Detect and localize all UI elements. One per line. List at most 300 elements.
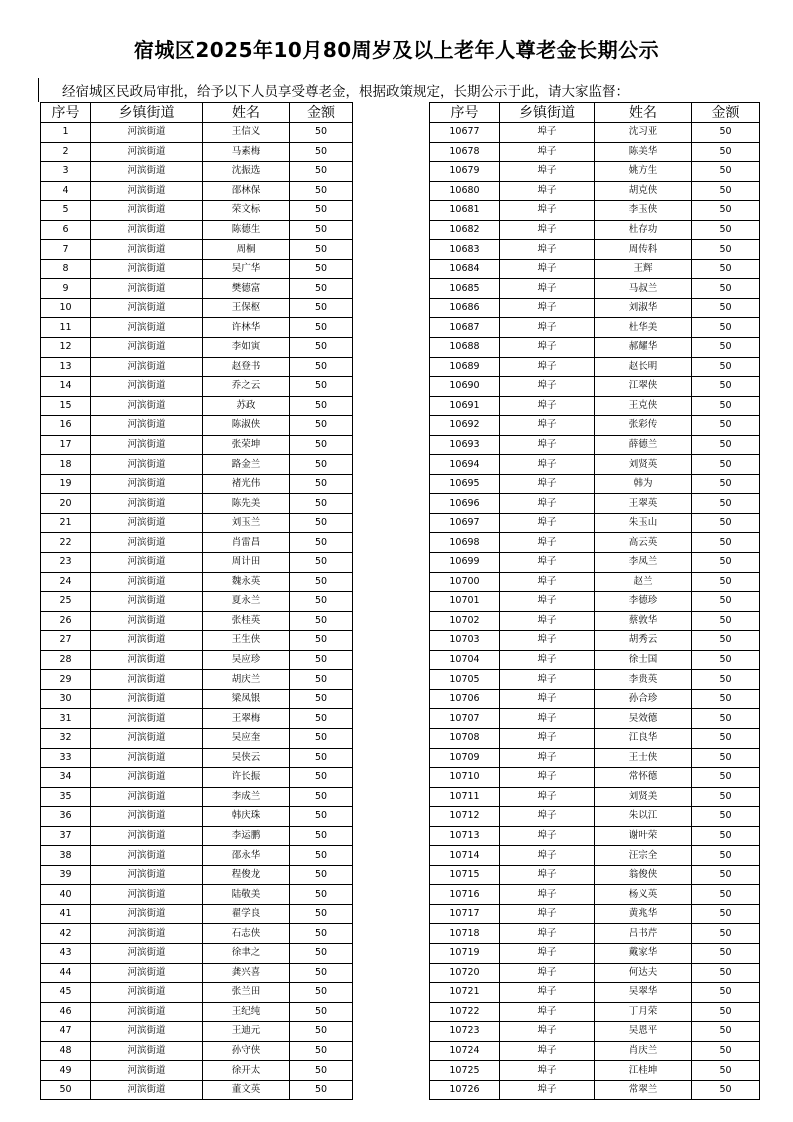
margin-rule bbox=[38, 78, 39, 102]
cell-seq: 6 bbox=[41, 220, 91, 240]
cell-amount: 50 bbox=[692, 631, 760, 651]
cell-name: 石志侠 bbox=[203, 924, 290, 944]
cell-name: 陈淑侠 bbox=[203, 416, 290, 436]
cell-seq: 17 bbox=[41, 435, 91, 455]
table-row bbox=[430, 572, 760, 592]
cell-amount: 50 bbox=[692, 162, 760, 182]
table-row bbox=[41, 396, 353, 416]
cell-amount: 50 bbox=[290, 846, 353, 866]
cell-seq: 10720 bbox=[430, 963, 500, 983]
table-row bbox=[430, 240, 760, 260]
cell-amount: 50 bbox=[692, 865, 760, 885]
table-row bbox=[430, 553, 760, 573]
cell-town: 河滨街道 bbox=[91, 416, 203, 436]
table-row bbox=[430, 885, 760, 905]
cell-seq: 10693 bbox=[430, 435, 500, 455]
table-row bbox=[41, 1041, 353, 1061]
cell-town: 埠子 bbox=[500, 846, 595, 866]
table-row bbox=[41, 807, 353, 827]
cell-town: 河滨街道 bbox=[91, 201, 203, 221]
cell-town: 河滨街道 bbox=[91, 1002, 203, 1022]
table-row bbox=[430, 533, 760, 553]
cell-name: 吕书芹 bbox=[595, 924, 692, 944]
cell-name: 韩为 bbox=[595, 474, 692, 494]
cell-name: 马素梅 bbox=[203, 142, 290, 162]
table-row bbox=[430, 709, 760, 729]
cell-name: 李运鹏 bbox=[203, 826, 290, 846]
cell-name: 沈振选 bbox=[203, 162, 290, 182]
cell-name: 赵长明 bbox=[595, 357, 692, 377]
cell-seq: 10726 bbox=[430, 1080, 500, 1100]
cell-name: 吴翠华 bbox=[595, 983, 692, 1003]
cell-name: 姚方生 bbox=[595, 162, 692, 182]
cell-town: 河滨街道 bbox=[91, 631, 203, 651]
cell-amount: 50 bbox=[692, 709, 760, 729]
cell-amount: 50 bbox=[290, 123, 353, 143]
cell-seq: 14 bbox=[41, 377, 91, 397]
cell-seq: 18 bbox=[41, 455, 91, 475]
cell-seq: 10719 bbox=[430, 943, 500, 963]
table-row bbox=[41, 240, 353, 260]
cell-amount: 50 bbox=[290, 259, 353, 279]
cell-town: 埠子 bbox=[500, 494, 595, 514]
table-row bbox=[41, 572, 353, 592]
cell-amount: 50 bbox=[692, 826, 760, 846]
cell-amount: 50 bbox=[290, 1022, 353, 1042]
cell-town: 河滨街道 bbox=[91, 709, 203, 729]
cell-amount: 50 bbox=[692, 279, 760, 299]
cell-seq: 49 bbox=[41, 1061, 91, 1081]
table-row bbox=[41, 846, 353, 866]
cell-town: 埠子 bbox=[500, 240, 595, 260]
cell-town: 埠子 bbox=[500, 904, 595, 924]
cell-seq: 50 bbox=[41, 1080, 91, 1100]
cell-town: 河滨街道 bbox=[91, 650, 203, 670]
cell-seq: 10696 bbox=[430, 494, 500, 514]
cell-name: 王信义 bbox=[203, 123, 290, 143]
cell-name: 吴应珍 bbox=[203, 650, 290, 670]
cell-name: 黄兆华 bbox=[595, 904, 692, 924]
cell-name: 李贵英 bbox=[595, 670, 692, 690]
cell-amount: 50 bbox=[290, 533, 353, 553]
cell-amount: 50 bbox=[290, 396, 353, 416]
cell-name: 路金兰 bbox=[203, 455, 290, 475]
cell-amount: 50 bbox=[692, 298, 760, 318]
cell-name: 杜存功 bbox=[595, 220, 692, 240]
table-row bbox=[430, 963, 760, 983]
cell-name: 王翠英 bbox=[595, 494, 692, 514]
cell-seq: 15 bbox=[41, 396, 91, 416]
cell-amount: 50 bbox=[290, 181, 353, 201]
cell-seq: 41 bbox=[41, 904, 91, 924]
cell-town: 河滨街道 bbox=[91, 963, 203, 983]
cell-name: 韩庆珠 bbox=[203, 807, 290, 827]
table-row bbox=[41, 1061, 353, 1081]
cell-amount: 50 bbox=[692, 474, 760, 494]
table-row bbox=[430, 689, 760, 709]
cell-town: 河滨街道 bbox=[91, 728, 203, 748]
cell-amount: 50 bbox=[692, 318, 760, 338]
cell-name: 江翠侠 bbox=[595, 377, 692, 397]
cell-town: 埠子 bbox=[500, 416, 595, 436]
cell-seq: 28 bbox=[41, 650, 91, 670]
cell-amount: 50 bbox=[692, 748, 760, 768]
cell-seq: 45 bbox=[41, 983, 91, 1003]
cell-town: 河滨街道 bbox=[91, 338, 203, 358]
table-row bbox=[41, 553, 353, 573]
cell-town: 埠子 bbox=[500, 474, 595, 494]
cell-town: 河滨街道 bbox=[91, 162, 203, 182]
cell-seq: 32 bbox=[41, 728, 91, 748]
cell-town: 埠子 bbox=[500, 943, 595, 963]
cell-town: 河滨街道 bbox=[91, 553, 203, 573]
cell-seq: 43 bbox=[41, 943, 91, 963]
cell-name: 夏永兰 bbox=[203, 592, 290, 612]
cell-name: 张桂英 bbox=[203, 611, 290, 631]
cell-name: 陈先美 bbox=[203, 494, 290, 514]
cell-seq: 10695 bbox=[430, 474, 500, 494]
cell-seq: 10682 bbox=[430, 220, 500, 240]
cell-town: 河滨街道 bbox=[91, 455, 203, 475]
cell-amount: 50 bbox=[290, 455, 353, 475]
cell-town: 埠子 bbox=[500, 123, 595, 143]
cell-town: 河滨街道 bbox=[91, 885, 203, 905]
cell-amount: 50 bbox=[290, 435, 353, 455]
cell-amount: 50 bbox=[692, 1080, 760, 1100]
cell-amount: 50 bbox=[290, 572, 353, 592]
cell-amount: 50 bbox=[692, 1022, 760, 1042]
cell-town: 河滨街道 bbox=[91, 181, 203, 201]
cell-name: 周计田 bbox=[203, 553, 290, 573]
cell-town: 埠子 bbox=[500, 807, 595, 827]
cell-name: 褚光伟 bbox=[203, 474, 290, 494]
cell-seq: 10723 bbox=[430, 1022, 500, 1042]
cell-town: 埠子 bbox=[500, 983, 595, 1003]
cell-amount: 50 bbox=[692, 259, 760, 279]
table-row bbox=[41, 1022, 353, 1042]
cell-town: 埠子 bbox=[500, 553, 595, 573]
cell-seq: 10697 bbox=[430, 513, 500, 533]
table-row bbox=[430, 259, 760, 279]
cell-amount: 50 bbox=[692, 904, 760, 924]
cell-name: 沈习亚 bbox=[595, 123, 692, 143]
cell-seq: 8 bbox=[41, 259, 91, 279]
table-row bbox=[41, 298, 353, 318]
table-row bbox=[430, 279, 760, 299]
table-row bbox=[430, 631, 760, 651]
table-row bbox=[41, 963, 353, 983]
cell-amount: 50 bbox=[692, 513, 760, 533]
cell-name: 戴家华 bbox=[595, 943, 692, 963]
cell-town: 河滨街道 bbox=[91, 298, 203, 318]
cell-name: 高云英 bbox=[595, 533, 692, 553]
cell-amount: 50 bbox=[692, 1041, 760, 1061]
cell-amount: 50 bbox=[290, 318, 353, 338]
cell-name: 许长振 bbox=[203, 768, 290, 788]
table-row bbox=[41, 357, 353, 377]
cell-seq: 10681 bbox=[430, 201, 500, 221]
table-row bbox=[41, 787, 353, 807]
cell-town: 河滨街道 bbox=[91, 123, 203, 143]
cell-seq: 36 bbox=[41, 807, 91, 827]
cell-town: 河滨街道 bbox=[91, 768, 203, 788]
cell-town: 埠子 bbox=[500, 1041, 595, 1061]
cell-name: 王翠梅 bbox=[203, 709, 290, 729]
cell-seq: 23 bbox=[41, 553, 91, 573]
cell-seq: 10701 bbox=[430, 592, 500, 612]
table-row bbox=[41, 513, 353, 533]
table-row bbox=[41, 279, 353, 299]
table-row bbox=[41, 904, 353, 924]
cell-amount: 50 bbox=[290, 943, 353, 963]
cell-amount: 50 bbox=[290, 728, 353, 748]
cell-name: 樊德富 bbox=[203, 279, 290, 299]
cell-name: 刘玉兰 bbox=[203, 513, 290, 533]
table-row bbox=[41, 318, 353, 338]
table-row bbox=[430, 494, 760, 514]
cell-name: 周传科 bbox=[595, 240, 692, 260]
table-row bbox=[430, 377, 760, 397]
cell-amount: 50 bbox=[692, 592, 760, 612]
cell-amount: 50 bbox=[692, 142, 760, 162]
cell-town: 埠子 bbox=[500, 1080, 595, 1100]
cell-town: 河滨街道 bbox=[91, 142, 203, 162]
cell-seq: 9 bbox=[41, 279, 91, 299]
cell-seq: 10698 bbox=[430, 533, 500, 553]
cell-seq: 7 bbox=[41, 240, 91, 260]
cell-seq: 10702 bbox=[430, 611, 500, 631]
table-row bbox=[430, 1022, 760, 1042]
cell-name: 肖庆兰 bbox=[595, 1041, 692, 1061]
cell-name: 江桂坤 bbox=[595, 1061, 692, 1081]
cell-name: 王保枢 bbox=[203, 298, 290, 318]
cell-name: 杜华美 bbox=[595, 318, 692, 338]
cell-seq: 31 bbox=[41, 709, 91, 729]
cell-name: 张彩传 bbox=[595, 416, 692, 436]
table-row bbox=[41, 709, 353, 729]
cell-amount: 50 bbox=[692, 455, 760, 475]
cell-name: 梁凤银 bbox=[203, 689, 290, 709]
cell-town: 埠子 bbox=[500, 650, 595, 670]
cell-seq: 48 bbox=[41, 1041, 91, 1061]
header-amount: 金额 bbox=[692, 103, 760, 123]
cell-name: 吴恩平 bbox=[595, 1022, 692, 1042]
table-row bbox=[41, 983, 353, 1003]
cell-name: 陈美华 bbox=[595, 142, 692, 162]
cell-amount: 50 bbox=[290, 201, 353, 221]
table-row bbox=[41, 162, 353, 182]
cell-town: 埠子 bbox=[500, 611, 595, 631]
cell-town: 河滨街道 bbox=[91, 846, 203, 866]
cell-seq: 10683 bbox=[430, 240, 500, 260]
table-row bbox=[430, 513, 760, 533]
header-amount: 金额 bbox=[290, 103, 353, 123]
cell-amount: 50 bbox=[290, 513, 353, 533]
cell-town: 埠子 bbox=[500, 924, 595, 944]
cell-seq: 47 bbox=[41, 1022, 91, 1042]
cell-name: 何达夫 bbox=[595, 963, 692, 983]
cell-amount: 50 bbox=[290, 963, 353, 983]
cell-name: 肖雷昌 bbox=[203, 533, 290, 553]
cell-name: 常翠兰 bbox=[595, 1080, 692, 1100]
cell-name: 王克侠 bbox=[595, 396, 692, 416]
cell-amount: 50 bbox=[290, 377, 353, 397]
cell-seq: 10711 bbox=[430, 787, 500, 807]
cell-name: 张兰田 bbox=[203, 983, 290, 1003]
cell-amount: 50 bbox=[290, 650, 353, 670]
cell-town: 河滨街道 bbox=[91, 670, 203, 690]
cell-amount: 50 bbox=[692, 377, 760, 397]
cell-seq: 16 bbox=[41, 416, 91, 436]
cell-amount: 50 bbox=[290, 279, 353, 299]
table-row bbox=[41, 455, 353, 475]
table-row bbox=[430, 846, 760, 866]
cell-amount: 50 bbox=[692, 924, 760, 944]
cell-amount: 50 bbox=[692, 611, 760, 631]
cell-seq: 13 bbox=[41, 357, 91, 377]
cell-seq: 1 bbox=[41, 123, 91, 143]
cell-name: 胡克侠 bbox=[595, 181, 692, 201]
cell-town: 埠子 bbox=[500, 298, 595, 318]
cell-seq: 26 bbox=[41, 611, 91, 631]
cell-name: 龚兴喜 bbox=[203, 963, 290, 983]
cell-seq: 10716 bbox=[430, 885, 500, 905]
cell-amount: 50 bbox=[692, 1002, 760, 1022]
cell-seq: 10710 bbox=[430, 768, 500, 788]
cell-name: 李成兰 bbox=[203, 787, 290, 807]
cell-town: 河滨街道 bbox=[91, 494, 203, 514]
cell-amount: 50 bbox=[290, 1041, 353, 1061]
cell-seq: 10718 bbox=[430, 924, 500, 944]
table-row bbox=[41, 474, 353, 494]
cell-town: 河滨街道 bbox=[91, 533, 203, 553]
header-name: 姓名 bbox=[203, 103, 290, 123]
cell-seq: 10704 bbox=[430, 650, 500, 670]
cell-town: 埠子 bbox=[500, 885, 595, 905]
table-row bbox=[41, 181, 353, 201]
table-row bbox=[430, 1061, 760, 1081]
cell-amount: 50 bbox=[290, 494, 353, 514]
cell-name: 徐士国 bbox=[595, 650, 692, 670]
cell-seq: 42 bbox=[41, 924, 91, 944]
cell-amount: 50 bbox=[290, 670, 353, 690]
cell-town: 河滨街道 bbox=[91, 904, 203, 924]
cell-seq: 10715 bbox=[430, 865, 500, 885]
table-row bbox=[41, 924, 353, 944]
cell-seq: 10684 bbox=[430, 259, 500, 279]
table-row bbox=[430, 455, 760, 475]
cell-name: 郝耀华 bbox=[595, 338, 692, 358]
cell-town: 河滨街道 bbox=[91, 611, 203, 631]
cell-name: 翁俊侠 bbox=[595, 865, 692, 885]
cell-seq: 25 bbox=[41, 592, 91, 612]
cell-amount: 50 bbox=[692, 396, 760, 416]
cell-seq: 10714 bbox=[430, 846, 500, 866]
cell-amount: 50 bbox=[692, 494, 760, 514]
cell-name: 苏政 bbox=[203, 396, 290, 416]
table-row bbox=[430, 904, 760, 924]
cell-seq: 10721 bbox=[430, 983, 500, 1003]
cell-town: 河滨街道 bbox=[91, 924, 203, 944]
cell-amount: 50 bbox=[290, 220, 353, 240]
cell-seq: 10717 bbox=[430, 904, 500, 924]
cell-name: 刘贤美 bbox=[595, 787, 692, 807]
cell-seq: 10712 bbox=[430, 807, 500, 827]
cell-town: 埠子 bbox=[500, 670, 595, 690]
cell-town: 埠子 bbox=[500, 1022, 595, 1042]
cell-name: 刘淑华 bbox=[595, 298, 692, 318]
table-row bbox=[41, 201, 353, 221]
table-row bbox=[430, 1041, 760, 1061]
table-row bbox=[430, 943, 760, 963]
table-row bbox=[41, 650, 353, 670]
cell-name: 汪宗全 bbox=[595, 846, 692, 866]
roster-table-right bbox=[429, 102, 760, 1100]
table-row bbox=[430, 298, 760, 318]
cell-amount: 50 bbox=[692, 1061, 760, 1081]
cell-name: 周桐 bbox=[203, 240, 290, 260]
cell-seq: 33 bbox=[41, 748, 91, 768]
cell-seq: 10707 bbox=[430, 709, 500, 729]
cell-seq: 10691 bbox=[430, 396, 500, 416]
table-row bbox=[41, 338, 353, 358]
cell-seq: 10694 bbox=[430, 455, 500, 475]
cell-amount: 50 bbox=[692, 689, 760, 709]
cell-amount: 50 bbox=[692, 416, 760, 436]
table-row bbox=[41, 592, 353, 612]
cell-amount: 50 bbox=[290, 142, 353, 162]
cell-amount: 50 bbox=[692, 338, 760, 358]
cell-town: 河滨街道 bbox=[91, 220, 203, 240]
table-row bbox=[430, 748, 760, 768]
cell-amount: 50 bbox=[692, 768, 760, 788]
cell-seq: 34 bbox=[41, 768, 91, 788]
cell-amount: 50 bbox=[290, 631, 353, 651]
cell-seq: 44 bbox=[41, 963, 91, 983]
cell-seq: 10 bbox=[41, 298, 91, 318]
table-row bbox=[41, 1002, 353, 1022]
cell-seq: 10680 bbox=[430, 181, 500, 201]
cell-amount: 50 bbox=[290, 298, 353, 318]
cell-name: 邵永华 bbox=[203, 846, 290, 866]
cell-amount: 50 bbox=[692, 807, 760, 827]
cell-name: 孙合珍 bbox=[595, 689, 692, 709]
cell-amount: 50 bbox=[692, 572, 760, 592]
table-row bbox=[430, 338, 760, 358]
cell-town: 河滨街道 bbox=[91, 1041, 203, 1061]
cell-name: 丁月荣 bbox=[595, 1002, 692, 1022]
cell-amount: 50 bbox=[290, 1061, 353, 1081]
cell-name: 陈德生 bbox=[203, 220, 290, 240]
table-row bbox=[430, 983, 760, 1003]
cell-amount: 50 bbox=[290, 553, 353, 573]
cell-name: 徐开太 bbox=[203, 1061, 290, 1081]
cell-amount: 50 bbox=[692, 983, 760, 1003]
cell-seq: 10686 bbox=[430, 298, 500, 318]
roster-table-left bbox=[40, 102, 353, 1100]
cell-seq: 19 bbox=[41, 474, 91, 494]
cell-amount: 50 bbox=[290, 787, 353, 807]
table-row bbox=[430, 592, 760, 612]
header-seq: 序号 bbox=[41, 103, 91, 123]
table-row bbox=[41, 943, 353, 963]
cell-amount: 50 bbox=[290, 689, 353, 709]
cell-town: 埠子 bbox=[500, 963, 595, 983]
cell-name: 李如寅 bbox=[203, 338, 290, 358]
cell-amount: 50 bbox=[290, 709, 353, 729]
cell-name: 张荣坤 bbox=[203, 435, 290, 455]
cell-amount: 50 bbox=[692, 963, 760, 983]
